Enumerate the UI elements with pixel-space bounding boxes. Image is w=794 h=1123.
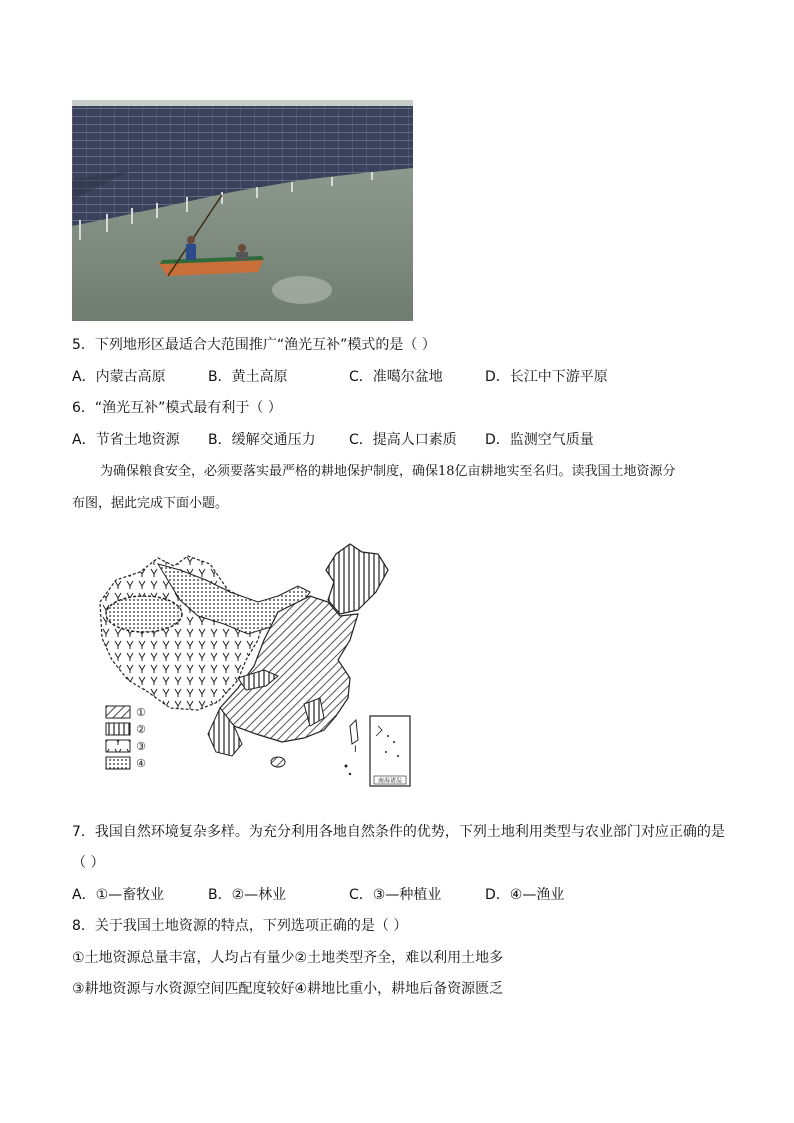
legend-swatch-4 [106,757,130,769]
intro-paragraph [72,456,732,520]
q7-option-d: D．④—渔业 [485,887,565,903]
q5-option-a: A．内蒙古高原 [72,369,166,385]
legend-swatch-1 [106,706,130,718]
map-graphic [88,530,418,792]
q5-option-d: D．长江中下游平原 [485,369,608,385]
q7-stem-line-2: （ ） [72,855,105,871]
legend-swatch-2 [106,723,130,735]
intro-line-2: 布图，据此完成下面小题。 [72,496,229,511]
q7-options [72,885,732,905]
legend-label-3: ③ [136,740,146,753]
legend-label-1: ① [136,706,146,719]
q7-option-a: A．①—畜牧业 [72,887,165,903]
q7-stem-line-1: 7．我国自然环境复杂多样。为充分利用各地自然条件的优势，下列土地利用类型与农业部门对应正确的是 [72,824,725,840]
q7-option-c: C．③—种植业 [349,887,442,903]
legend-label-2: ② [136,723,146,736]
q8-stem: 8．关于我国土地资源的特点，下列选项正确的是（ ） [72,918,408,934]
intro-line-1: 为确保粮食安全，必须要落实最严格的耕地保护制度，确保18亿亩耕地实至名归。读我国土地资源分 [100,464,676,479]
q5-options [72,367,732,387]
legend-label-4: ④ [136,757,146,770]
island-mark: I [354,745,357,755]
q8-item-1: ①土地资源总量丰富，人均占有量少②土地类型齐全，难以利用土地多 [72,950,504,966]
q6-stem: 6．“渔光互补”模式最有利于（ ） [72,400,282,416]
inset-frame [370,716,410,786]
fishery-solar-photo-image [72,100,413,321]
q6-option-b: B．缓解交通压力 [208,432,316,448]
china-land-resource-map [88,530,418,792]
q5-option-c: C．准噶尔盆地 [349,369,443,385]
q8-item-2: ③耕地资源与水资源空间匹配度较好④耕地比重小，耕地后备资源匮乏 [72,981,504,997]
q6-option-a: A．节省土地资源 [72,432,180,448]
fishery-solar-photo [72,100,413,321]
q6-options [72,430,732,450]
q5-stem: 5．下列地形区最适合大范围推广“渔光互补”模式的是（ ） [72,337,436,353]
q6-option-c: C．提高人口素质 [349,432,457,448]
map-legend [106,706,146,770]
inset-label: 南海诸岛 [377,777,403,785]
legend-swatch-3 [106,740,130,752]
q5-option-b: B．黄土高原 [208,369,288,385]
q6-option-d: D．监测空气质量 [485,432,594,448]
q7-option-b: B．②—林业 [208,887,287,903]
